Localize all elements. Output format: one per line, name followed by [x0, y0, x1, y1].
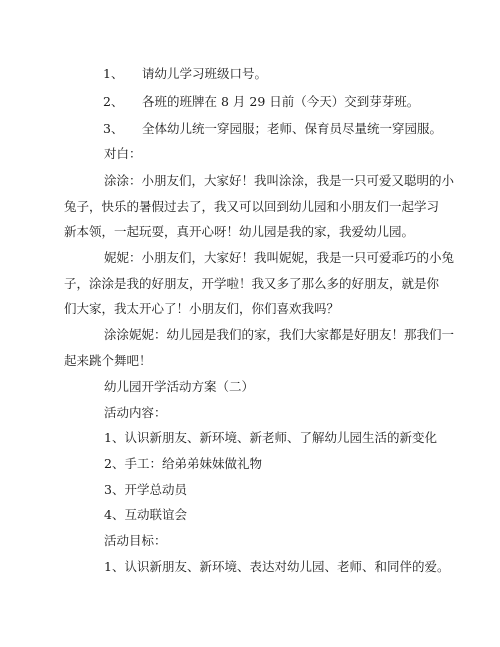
paragraph-line: 兔子，快乐的暑假过去了，我又可以回到幼儿园和小朋友们一起学习 — [64, 199, 440, 214]
paragraph-line: 子，涂涂是我的好朋友，开学啦！我又多了那么多的好朋友，就是你 — [64, 276, 440, 291]
list-number: 2、 — [103, 94, 124, 109]
paragraph-line: 们大家，我太开心了！小朋友们，你们喜欢我吗？ — [64, 301, 340, 316]
paragraph-line: 妮妮：小朋友们，大家好！我叫妮妮，我是一只可爱乖巧的小兔 — [104, 250, 455, 265]
list-item: 1、认识新朋友、新环境、表达对幼儿园、老师、和同伴的爱。 — [104, 559, 450, 574]
list-item: 4、互动联谊会 — [104, 507, 187, 522]
content-heading: 活动内容： — [104, 405, 167, 420]
paragraph-line: 涂涂：小朋友们，大家好！我叫涂涂，我是一只可爱又聪明的小 — [104, 173, 455, 188]
paragraph-line: 起来跳个舞吧！ — [64, 353, 152, 368]
list-text: 各班的班牌在 8 月 29 日前（今天）交到芽芽班。 — [142, 94, 420, 109]
section-title: 幼儿园开学活动方案（二） — [104, 379, 255, 394]
paragraph-line: 涂涂妮妮：幼儿园是我们的家，我们大家都是好朋友！那我们一 — [104, 327, 455, 342]
list-item: 2、手工：给弟弟妹妹做礼物 — [104, 456, 262, 471]
list-text: 请幼儿学习班级口号。 — [142, 66, 268, 81]
list-text: 全体幼儿统一穿园服；老师、保育员尽量统一穿园服。 — [142, 121, 443, 136]
list-number: 1、 — [103, 66, 124, 81]
list-number: 3、 — [103, 121, 124, 136]
dialogue-heading: 对白： — [104, 146, 142, 161]
goals-heading: 活动目标： — [104, 533, 167, 548]
paragraph-line: 新本领，一起玩耍，真开心呀！幼儿园是我的家，我爱幼儿园。 — [64, 224, 415, 239]
list-item: 1、认识新朋友、新环境、新老师、了解幼儿园生活的新变化 — [104, 430, 437, 445]
list-item: 3、开学总动员 — [104, 482, 187, 497]
